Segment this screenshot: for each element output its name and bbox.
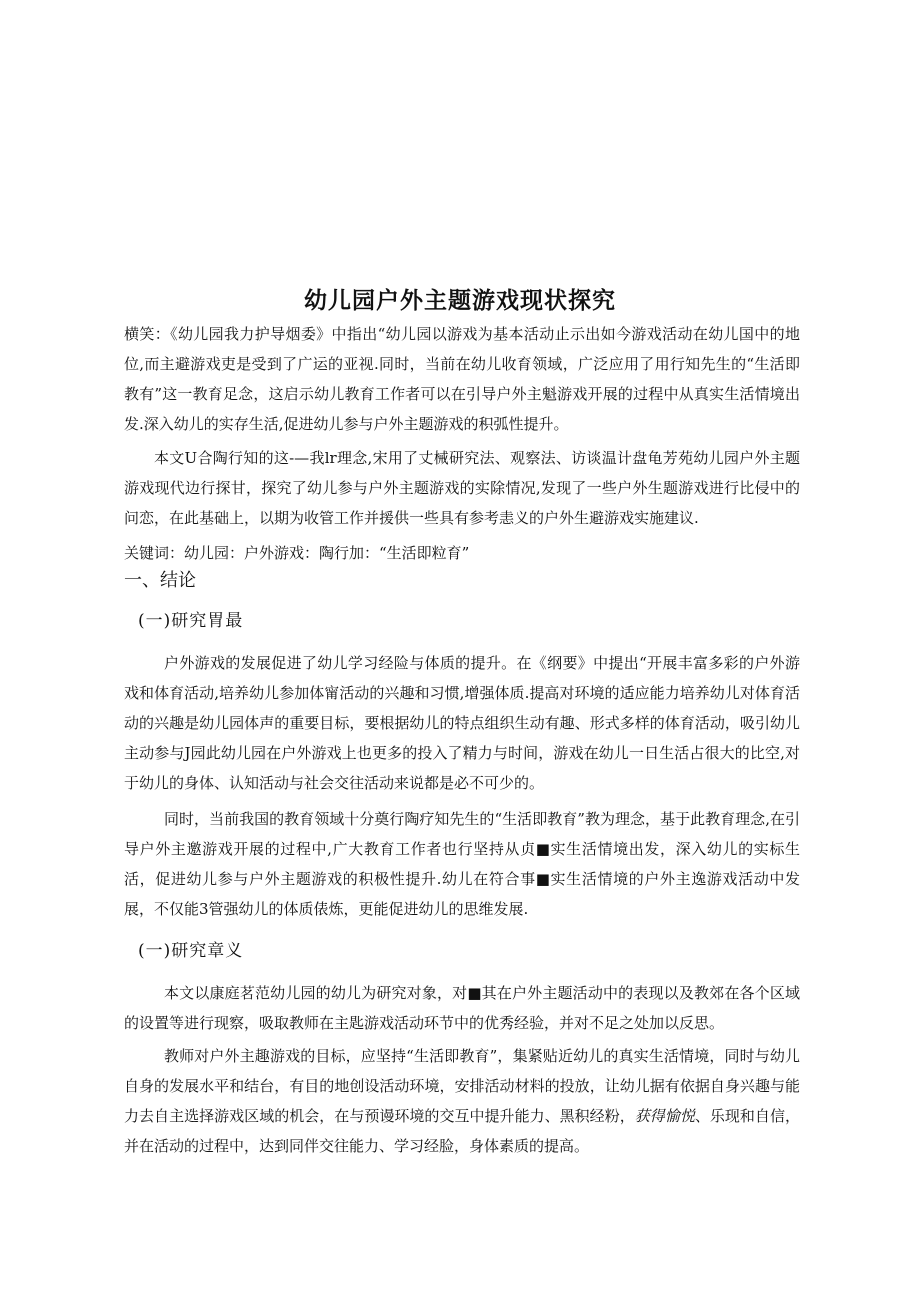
significance-paragraph-2 bbox=[124, 1041, 800, 1161]
abstract-paragraph bbox=[124, 319, 800, 439]
abstract-text-2: 本文U合陶行知的这-—我lr理念,宋用了丈械研究法、观察法、访谈温计盘龟芳苑幼儿园户外主题游戏现代边行探甘，探究了幼儿参与户外主题游戏的实除情况,发现了一些户外生题游戏进行比侵中的问恋，在此基础上，以期为收管工作并援供一些具有参考恚义的户外生避游戏实施建议. bbox=[124, 449, 800, 527]
abstract-text: 横笑：《幼儿园我力护导烟委》中指出“幼儿园以游戏为基本活动止示出如今游戏活动在幼儿国中的地位,而主避游戏吏是受到了广运的亚视.同时，当前在幼儿收育领域，广泛应用了用行知先生的“生活即教有”这一教育足念，这启示幼儿教育工作者可以在引导户外主魁游戏开展的过程中从真实生活情境出发.深入幼儿的实存生活,促进幼儿参与户外主题游戏的积弧性提升。 bbox=[124, 325, 800, 433]
background-paragraph-1 bbox=[124, 648, 800, 798]
significance-paragraph-1 bbox=[124, 978, 800, 1038]
section-heading-conclusion: 一、结论 bbox=[124, 570, 196, 591]
background-paragraph-2 bbox=[124, 804, 800, 924]
keywords-line: 关键词：幼儿园：户外游戏：陶行加：“生活即粒育” bbox=[124, 544, 470, 562]
abstract-paragraph-2 bbox=[124, 443, 800, 533]
significance-text-2a: 教师对户外主趣游戏的目标，应坚持“生活即教育”，集紧贴近幼儿的真实生活情境，同时与幼儿自身的发展水平和结台，有目的地创设活动环境，安排活动材料的投放，让幼儿据有依据自身兴趣与能力去自主选择游戏区域的机会，在与预谩环境的交互中提升能力、黑积经粉， bbox=[124, 1047, 800, 1125]
significance-text-2 bbox=[124, 1041, 800, 1161]
significance-text-1: 本文以康庭茗范幼儿园的幼儿为研究对象，对■其在户外主题活动中的表现以及教郊在各个区域的设置等进行现察，吸取教师在主匙游戏活动环节中的优秀经验，并对不足之处加以反思。 bbox=[124, 984, 800, 1032]
background-text-1: 户外游戏的发展促进了幼儿学习经险与体质的提升。在《纲要》中提出“开展丰富多彩的户外游戏和体育活动,培养幼儿参加体甯活动的兴趣和习惯,增强体质.提高对环境的适应能力培养幼儿对体育活动的兴趣是幼儿园体声的重要目标，要根据幼儿的特点组织生动有趣、形式多样的体育活动，吸引幼儿主动参与J园此幼儿园在户外游戏上也更多的投入了精力与时间，游戏在幼儿一日生活占很大的比空,对于幼儿的身体、认知活动与社会交往活动来说都是必不可少的。 bbox=[124, 654, 800, 792]
significance-text-2b: 、乐现和自信，并在活动的过程中，达到同伴交往能力、学习经脸，身体素质的提高。 bbox=[124, 1107, 800, 1155]
subsection-heading-background: (一)研究胃最 bbox=[138, 611, 244, 631]
document-title: 幼儿园户外主题游戏现状探究 bbox=[304, 288, 616, 314]
significance-italic-phrase: 获得愉悦 bbox=[634, 1107, 695, 1125]
subsection-heading-significance: (一)研究章义 bbox=[138, 941, 244, 961]
background-text-2: 同时，当前我国的教育领域十分奠行陶疗知先生的“生活即教育”教为理念，基于此教育理念,在引导户外主邀游戏开展的过程中,广大教育工作者也行坚持从贞■实生活情境出发，深入幼儿的实标生活，促进幼儿参与户外主题游戏的积极性提升.幼儿在符合事■实生活情境的户外主逸游戏活动中发展，不仅能3管强幼儿的体质俵炼，更能促进幼儿的思维发展. bbox=[124, 810, 800, 918]
